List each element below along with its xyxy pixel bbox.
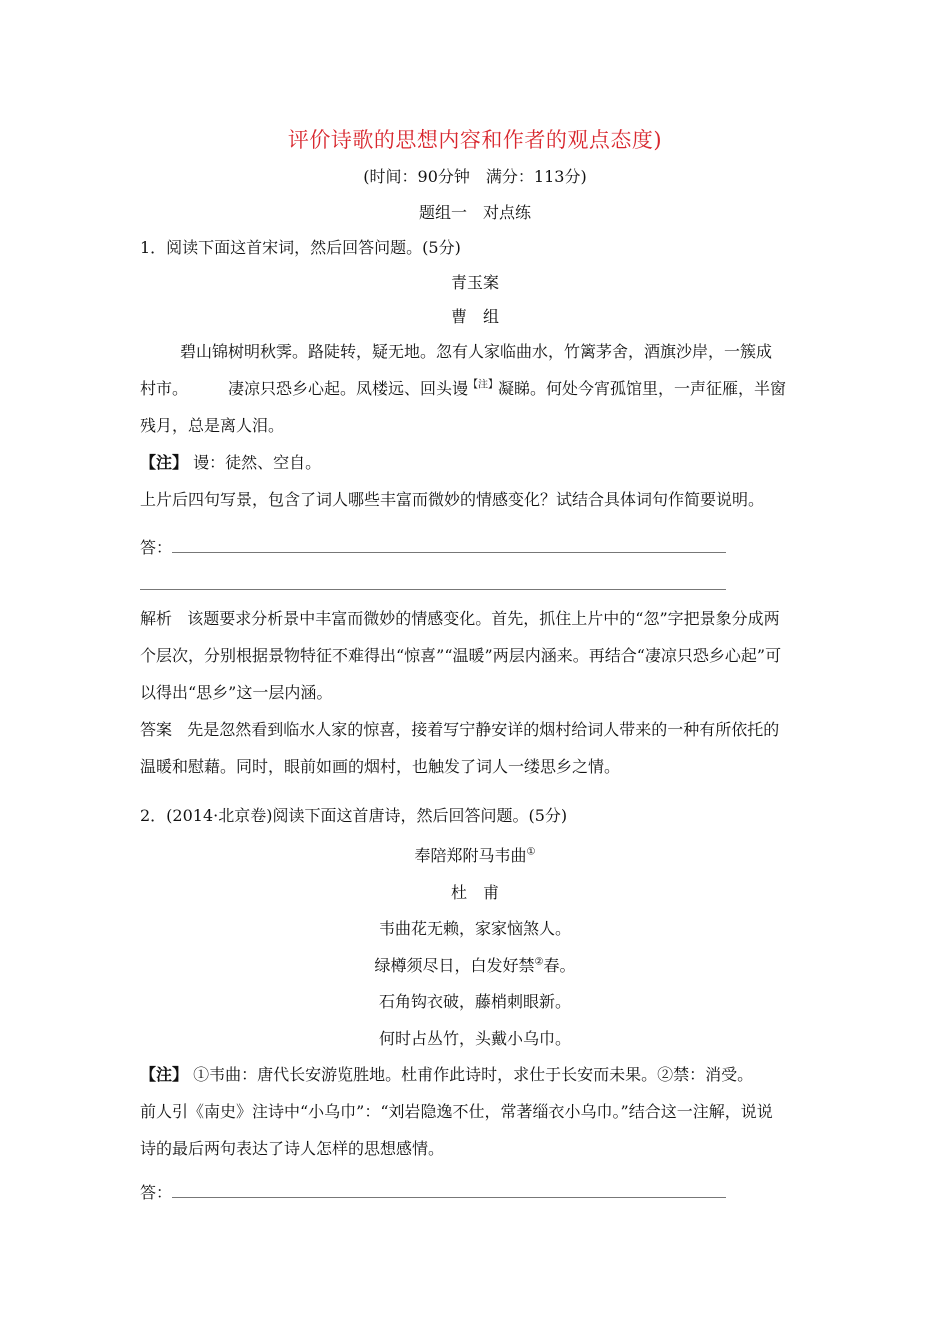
q1-prompt: 1．阅读下面这首宋词，然后回答问题。(5分) — [140, 238, 461, 257]
q1-analysis — [140, 600, 812, 785]
q1-question: 上片后四句写景，包含了词人哪些丰富而微妙的情感变化？试结合具体词句作简要说明。 — [140, 490, 765, 509]
q2-body — [140, 1056, 812, 1167]
exam-meta: (时间：90分钟 满分：113分) — [363, 167, 587, 186]
q1-answer-line[interactable] — [172, 552, 726, 553]
q1-analysis-line — [140, 600, 812, 637]
q1-poem-line — [140, 370, 812, 407]
q2-poem-author: 杜 甫 — [450, 883, 499, 902]
q2-poem-line — [0, 953, 950, 976]
q1-poem-line-segment: 凝睇。何处今宵孤馆里，一声征雁，半窗 — [498, 379, 787, 398]
section-heading: 题组一 对点练 — [418, 203, 531, 222]
q1-poem-author: 曹 组 — [450, 307, 499, 326]
q1-poem-line: 残月，总是离人泪。 — [140, 416, 285, 435]
q2-note-label: 【注】 — [140, 1065, 189, 1084]
q2-poem-line: 石角钩衣破，藤梢刺眼新。 — [378, 992, 571, 1011]
q1-poem-line-segment: 村市。 — [140, 379, 189, 398]
q2-poem-marker: ② — [534, 956, 544, 968]
q2-poem-title-marker: ① — [526, 846, 536, 858]
q1-analysis-line: 以得出“思乡”这一层内涵。 — [140, 683, 333, 702]
q1-note-label: 【注】 — [140, 453, 189, 472]
q1-note-marker: 【注】 — [468, 379, 499, 391]
q1-poem-line-segment: 凄凉只恐乡心起。凤楼远、回头谩 — [228, 379, 469, 398]
q1-key-label: 答案 — [140, 720, 173, 739]
q2-poem-line-segment: 春。 — [543, 956, 576, 975]
q2-poem-line: 何时占丛竹，头戴小乌巾。 — [378, 1029, 571, 1048]
q1-note-text: 谩：徒然、空自。 — [193, 453, 322, 472]
q2-answer-line[interactable] — [172, 1197, 726, 1198]
page-title: 评价诗歌的思想内容和作者的观点态度) — [287, 128, 663, 152]
q1-poem-title: 青玉案 — [450, 273, 499, 292]
q1-analysis-label: 解析 — [140, 609, 173, 628]
q2-poem-line-segment: 绿樽须尽日，白发好禁 — [374, 956, 535, 975]
q1-poem-body — [140, 333, 812, 518]
q2-question-line: 诗的最后两句表达了诗人怎样的思想感情。 — [140, 1139, 445, 1158]
q1-key-line: 温暖和慰藉。同时，眼前如画的烟村，也触发了词人一缕思乡之情。 — [140, 757, 621, 776]
q2-poem-title — [0, 843, 950, 866]
q1-note — [140, 444, 812, 481]
q1-answer-label: 答： — [140, 538, 173, 557]
q2-answer-label: 答： — [140, 1183, 173, 1202]
q2-note — [140, 1056, 812, 1093]
q2-poem-title-text: 奉陪郑附马韦曲 — [414, 846, 527, 865]
q2-poem-line: 韦曲花无赖，家家恼煞人。 — [378, 919, 571, 938]
q1-poem-line: 碧山锦树明秋霁。路陡转，疑无地。忽有人家临曲水，竹篱茅舍，酒旗沙岸，一簇成 — [180, 342, 773, 361]
q1-key-text: 先是忽然看到临水人家的惊喜，接着写宁静安详的烟村给词人带来的一种有所依托的 — [187, 720, 780, 739]
q1-key-line — [140, 711, 812, 748]
q1-answer-line-2[interactable] — [140, 589, 726, 590]
q2-prompt: 2．(2014·北京卷)阅读下面这首唐诗，然后回答问题。(5分) — [140, 806, 568, 825]
q2-question-line: 前人引《南史》注诗中“小乌巾”：“刘岩隐逸不仕，常著缁衣小乌巾。”结合这一注解，说说 — [140, 1102, 773, 1121]
q1-analysis-text: 该题要求分析景中丰富而微妙的情感变化。首先，抓住上片中的“忽”字把景象分成两 — [187, 609, 780, 628]
q2-note-text: ①韦曲：唐代长安游览胜地。杜甫作此诗时，求仕于长安而未果。②禁：消受。 — [193, 1065, 754, 1084]
q1-analysis-line: 个层次，分别根据景物特征不难得出“惊喜”“温暖”两层内涵来。再结合“凄凉只恐乡心起”可 — [140, 646, 782, 665]
